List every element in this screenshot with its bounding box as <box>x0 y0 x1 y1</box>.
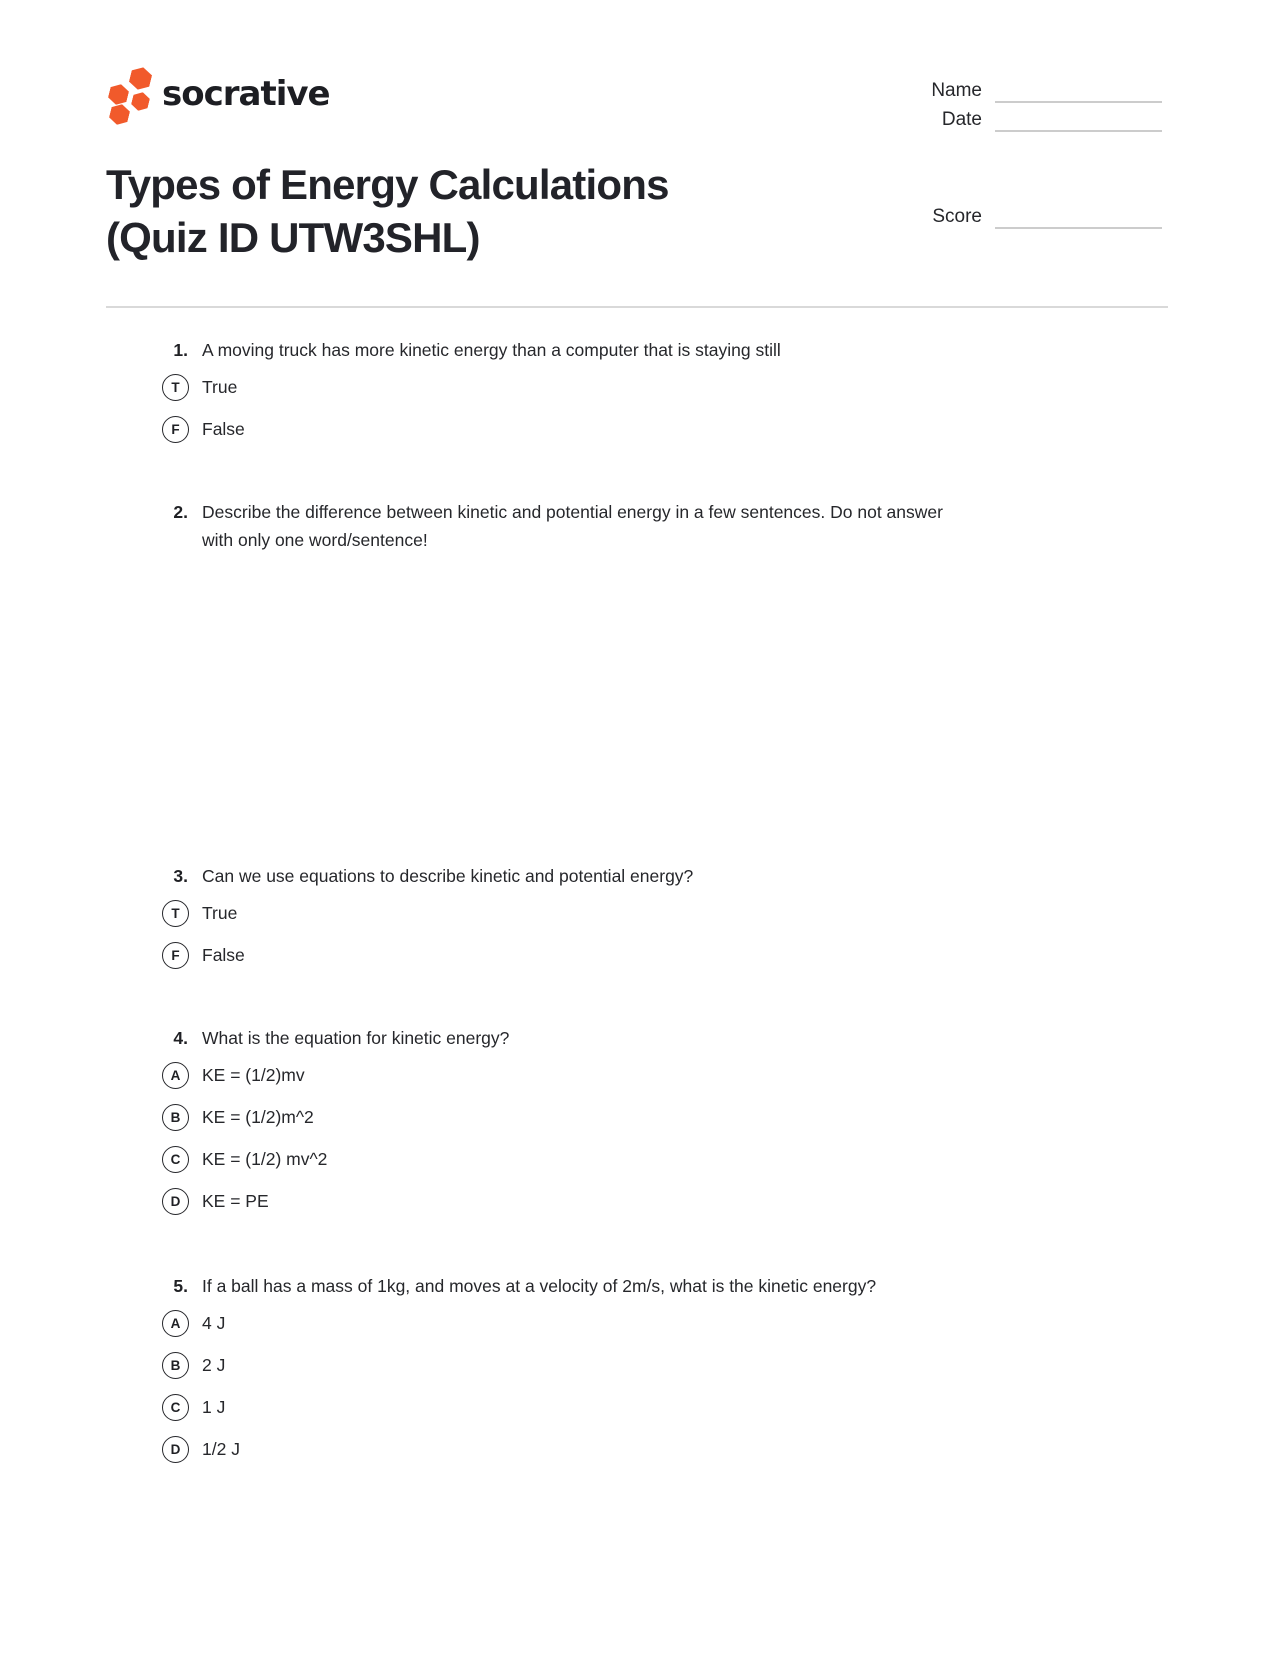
hexagon-icon <box>108 102 132 127</box>
question-number: 2. <box>173 502 188 522</box>
score-label: Score <box>932 206 982 227</box>
option-letter-circle: A <box>162 1310 189 1337</box>
answer-option-f <box>162 415 1177 443</box>
question-line <box>107 1272 1177 1300</box>
answer-options <box>107 1309 1177 1463</box>
question-2 <box>107 498 1177 554</box>
hexagon-icon <box>107 82 131 107</box>
question-text: What is the equation for kinetic energy? <box>202 1028 510 1048</box>
question-line <box>107 1024 1177 1052</box>
question-5 <box>107 1272 1177 1477</box>
option-letter-circle: T <box>162 374 189 401</box>
answer-option-d <box>162 1435 1177 1463</box>
option-letter-circle: B <box>162 1104 189 1131</box>
answer-option-f <box>162 941 1177 969</box>
answer-option-d <box>162 1187 1177 1215</box>
answer-option-b <box>162 1351 1177 1379</box>
question-number: 3. <box>173 866 188 886</box>
question-line <box>107 336 1177 364</box>
date-fill-line <box>995 130 1162 132</box>
option-text: False <box>202 945 245 965</box>
option-letter-circle: B <box>162 1352 189 1379</box>
option-letter-circle: F <box>162 416 189 443</box>
option-letter-circle: T <box>162 900 189 927</box>
date-label: Date <box>941 109 982 130</box>
option-letter-circle: A <box>162 1062 189 1089</box>
name-label: Name <box>931 80 982 101</box>
option-text: False <box>202 419 245 439</box>
answer-options <box>107 1061 1177 1215</box>
quiz-title-line1: Types of Energy Calculations <box>106 161 669 208</box>
quiz-title-line2: (Quiz ID UTW3SHL) <box>106 214 480 261</box>
answer-option-a <box>162 1309 1177 1337</box>
answer-option-b <box>162 1103 1177 1131</box>
name-fill-line <box>995 101 1162 103</box>
question-3 <box>107 862 1177 983</box>
question-line <box>107 862 1177 890</box>
option-letter-circle: C <box>162 1146 189 1173</box>
header-divider <box>106 306 1168 308</box>
answer-option-t <box>162 373 1177 401</box>
question-number: 4. <box>173 1028 188 1048</box>
option-letter-circle: C <box>162 1394 189 1421</box>
question-4 <box>107 1024 1177 1229</box>
option-text: 4 J <box>202 1313 226 1333</box>
option-text: 1/2 J <box>202 1439 240 1459</box>
question-text: Describe the difference between kinetic and potential energy in a few sentences. Do not answer with only one word/sentence! <box>202 502 943 550</box>
hexagon-icon <box>130 90 151 113</box>
quiz-title <box>106 158 826 264</box>
answer-option-c <box>162 1145 1177 1173</box>
option-text: 2 J <box>202 1355 226 1375</box>
question-1 <box>107 336 1177 457</box>
hexagon-icon <box>128 65 154 92</box>
option-text: KE = (1/2)mv <box>202 1065 305 1085</box>
option-text: KE = PE <box>202 1191 269 1211</box>
option-letter-circle: D <box>162 1436 189 1463</box>
answer-option-t <box>162 899 1177 927</box>
answer-options <box>107 899 1177 969</box>
question-line <box>107 498 1177 554</box>
option-text: True <box>202 903 238 923</box>
socrative-logo <box>100 66 400 128</box>
question-number: 5. <box>173 1276 188 1296</box>
option-text: True <box>202 377 238 397</box>
answer-options <box>107 373 1177 443</box>
question-text: Can we use equations to describe kinetic and potential energy? <box>202 866 694 886</box>
option-letter-circle: D <box>162 1188 189 1215</box>
question-text: A moving truck has more kinetic energy than a computer that is staying still <box>202 340 781 360</box>
option-text: KE = (1/2)m^2 <box>202 1107 314 1127</box>
option-text: KE = (1/2) mv^2 <box>202 1149 328 1169</box>
socrative-wordmark: socrative <box>162 74 330 114</box>
option-text: 1 J <box>202 1397 226 1417</box>
hexagon-cluster-icon <box>100 66 158 126</box>
answer-option-c <box>162 1393 1177 1421</box>
score-fill-line <box>995 227 1162 229</box>
question-number: 1. <box>173 340 188 360</box>
answer-option-a <box>162 1061 1177 1089</box>
question-text: If a ball has a mass of 1kg, and moves at a velocity of 2m/s, what is the kinetic energy? <box>202 1276 877 1296</box>
option-letter-circle: F <box>162 942 189 969</box>
